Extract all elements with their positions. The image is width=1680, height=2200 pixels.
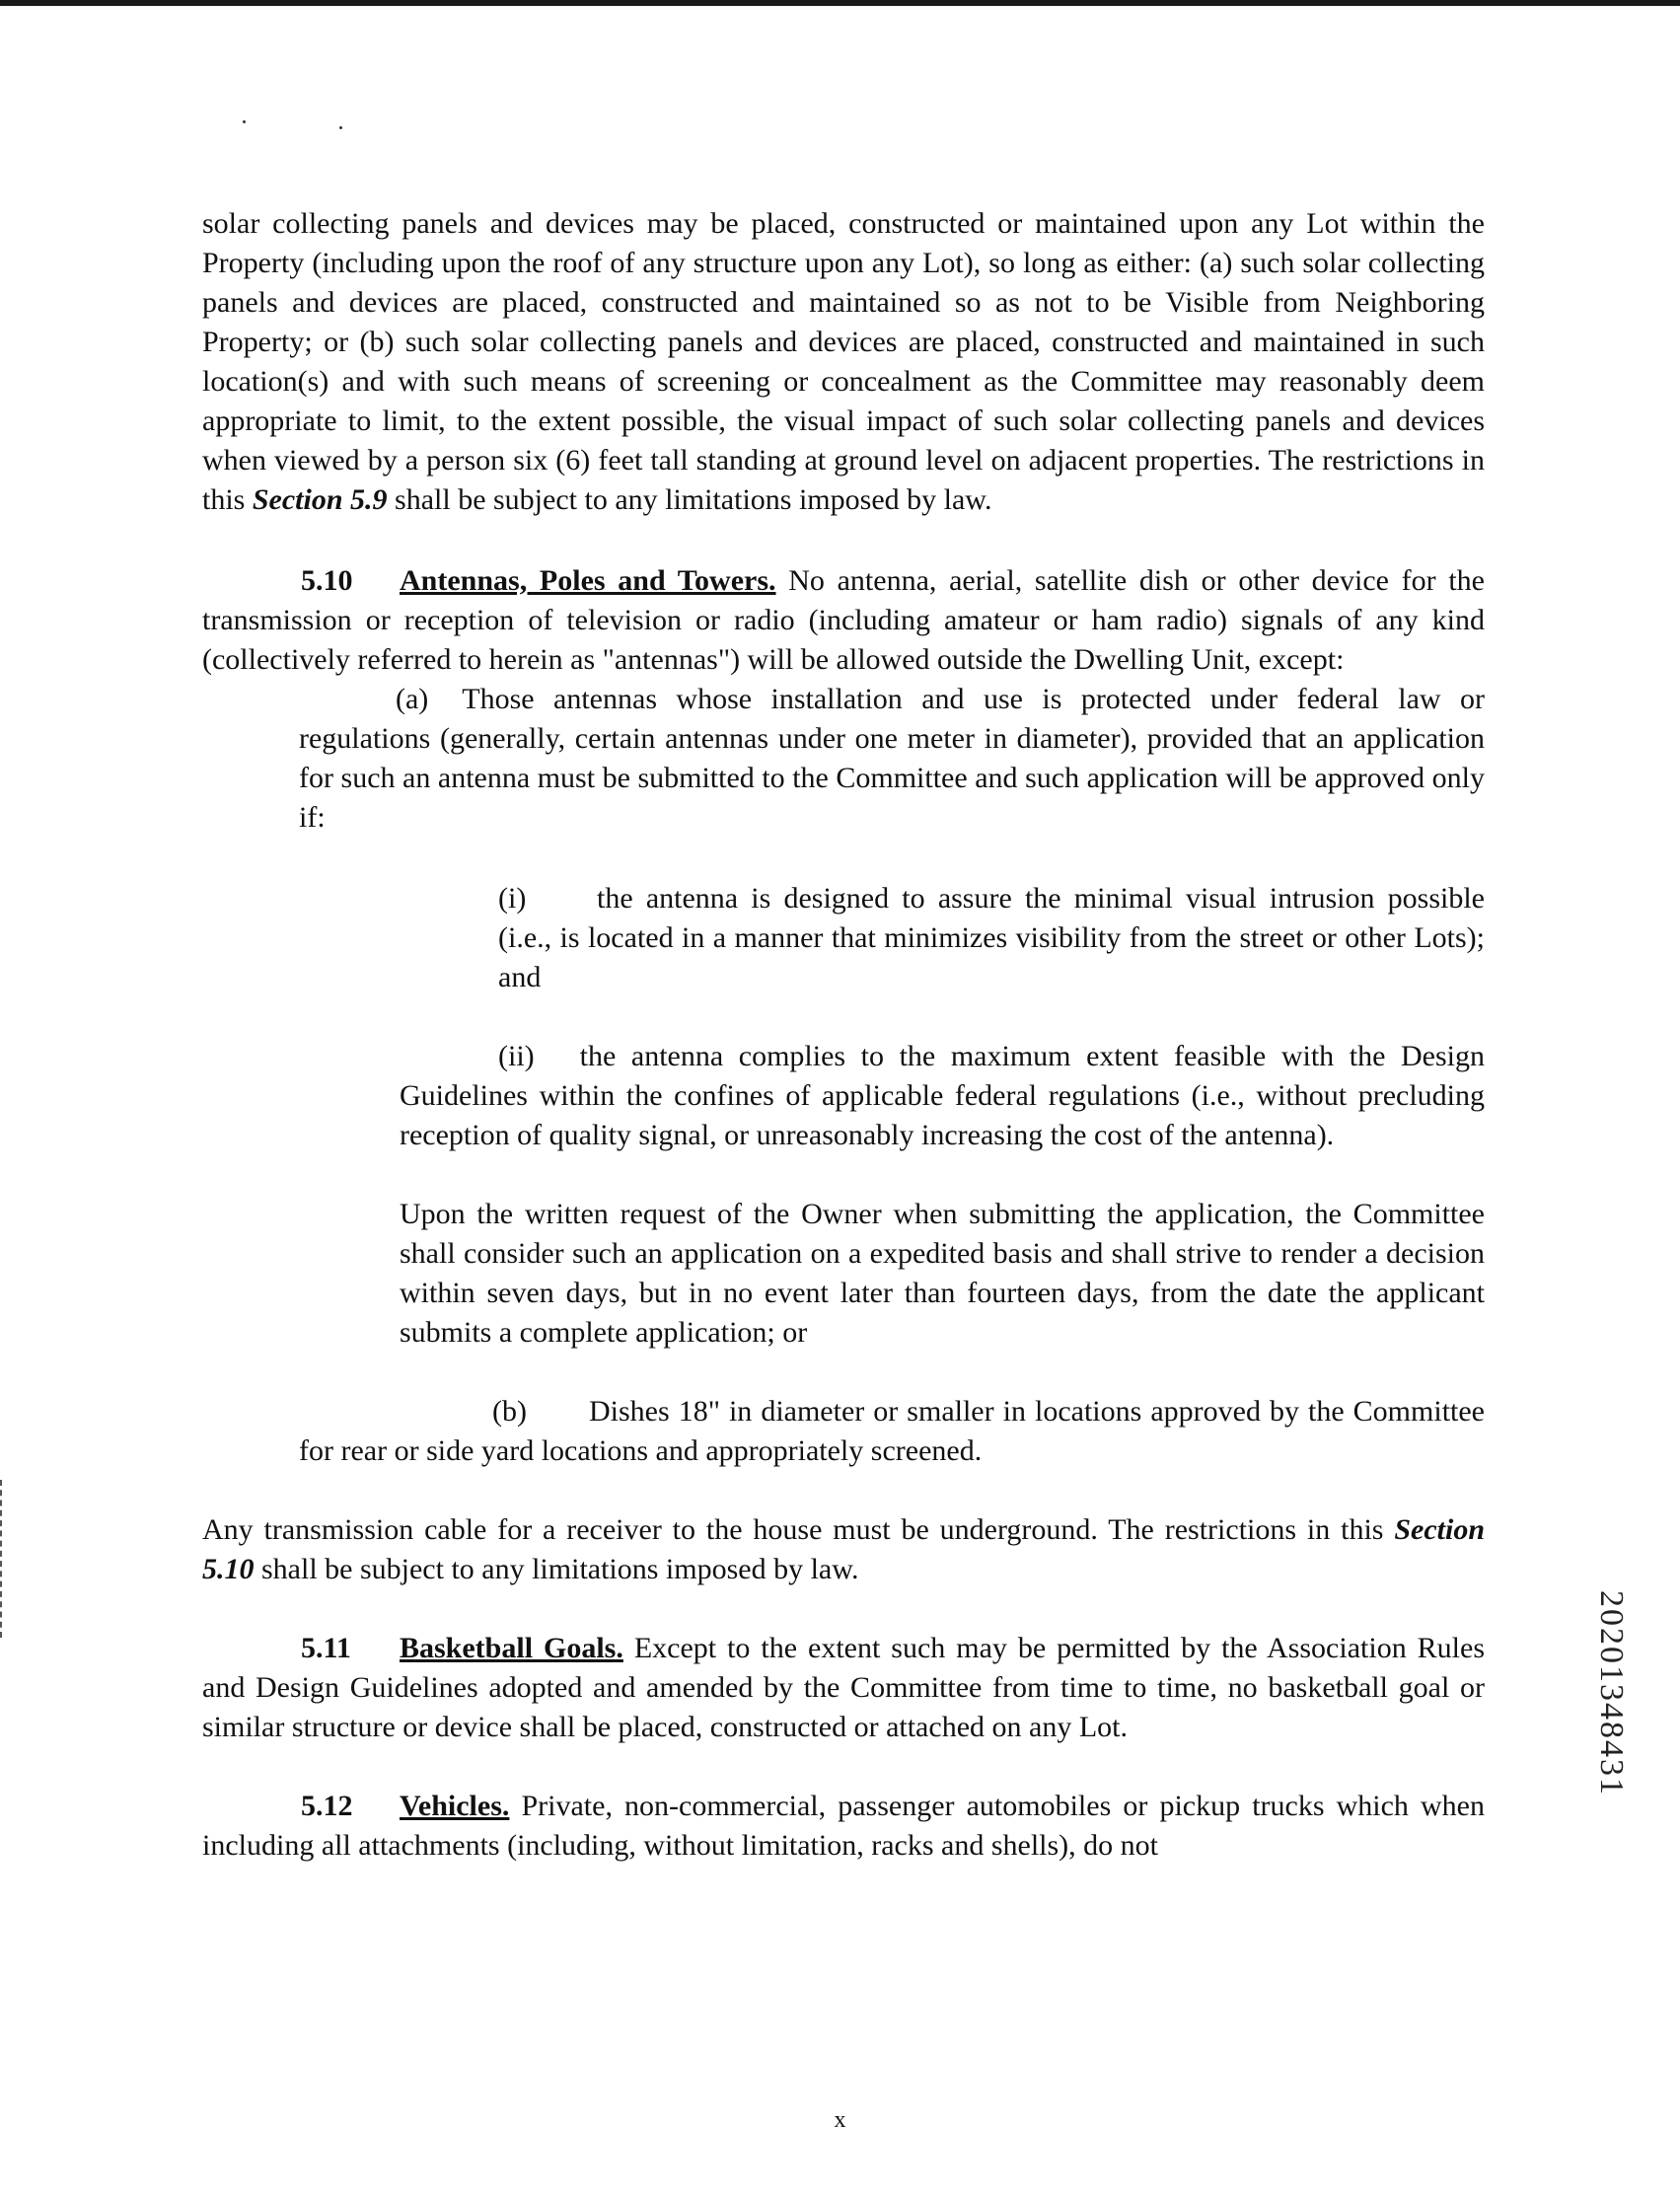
subsection-label: (ii) — [498, 1040, 535, 1072]
subsection-label: (a) — [396, 683, 429, 715]
section-reference: Section 5.9 — [252, 483, 388, 516]
subsection-i — [202, 879, 1485, 997]
subsection-text: Those antennas whose installation and use is protected under federal law or regulations (generally, certain antennas under one meter in diameter), provided that an application for such an antenna must be submitted to the Committee and such application will be approved only if: — [299, 683, 1485, 834]
section-5-11 — [202, 1629, 1485, 1747]
paragraph-transmission-end: shall be subject to any limitations imposed by law. — [254, 1553, 859, 1585]
paragraph-solar-end: shall be subject to any limitations imposed by law. — [387, 483, 992, 516]
paragraph-solar-text: solar collecting panels and devices may be placed, constructed or maintained upon any Lot within the Property (including upon the roof of any structure upon any Lot), so long as either: (a) such solar collecting panels and devices are placed, constructed and maintained so as not to be Visible from Neighboring Property; or (b) such solar collecting panels and devices are placed, constructed and maintained in such location(s) and with such means of screening or concealment as the Committee may reasonably deem appropriate to limit, to the extent possible, the visual impact of such solar collecting panels and devices when viewed by a person six (6) feet tall standing at ground level on adjacent properties. The restrictions in this — [202, 207, 1485, 516]
section-number: 5.12 — [301, 1790, 353, 1822]
paragraph-upon-request: Upon the written request of the Owner when submitting the application, the Committee shall consider such an application on a expedited basis and shall strive to render a decision within seven days, but in no event later than fourteen days, from the date the applicant submits a complete application; or — [400, 1198, 1485, 1349]
paragraph-transmission — [202, 1510, 1485, 1589]
subsection-ii — [202, 1037, 1485, 1155]
paragraph-solar — [202, 204, 1485, 520]
subsection-text: the antenna is designed to assure the minimal visual intrusion possible (i.e., is located in a manner that minimizes visibility from the street or other Lots); and — [498, 882, 1485, 993]
section-body: Except to the extent such may be permitted by the Association Rules and Design Guidelines adopted and amended by the Committee from time to time, no basketball goal or similar structure or device shall be placed, constructed or attached on any Lot. — [202, 1632, 1486, 1743]
document-page — [202, 204, 1485, 1866]
subsection-text: the antenna complies to the maximum extent feasible with the Design Guidelines within the confines of applicable federal regulations (i.e., without precluding reception of quality signal, or unreasonably increasing the cost of the antenna). — [400, 1040, 1485, 1151]
section-number: 5.10 — [301, 564, 353, 597]
scan-top-border — [0, 0, 1680, 6]
recording-number-stamp: 20201348431 — [1593, 1590, 1630, 1797]
section-title: Antennas, Poles and Towers. — [400, 564, 776, 597]
section-number: 5.11 — [301, 1632, 351, 1664]
subsection-b — [202, 1392, 1485, 1471]
section-5-12 — [202, 1787, 1485, 1866]
subsection-text: Dishes 18" in diameter or smaller in locations approved by the Committee for rear or side yard locations and appropriately screened. — [299, 1395, 1485, 1467]
subsection-a — [202, 680, 1485, 838]
scan-speck — [339, 126, 342, 129]
subsection-label: (i) — [498, 882, 527, 915]
section-body: No antenna, aerial, satellite dish or other device for the transmission or reception of television or radio (including amateur or ham radio) signals of any kind (collectively referred to herein as "antennas") will be allowed outside the Dwelling Unit, except: — [202, 564, 1485, 676]
paragraph-transmission-text: Any transmission cable for a receiver to the house must be underground. The restrictions in this — [202, 1513, 1395, 1546]
subsection-label: (b) — [492, 1395, 527, 1428]
scan-speck — [243, 120, 246, 123]
section-title: Basketball Goals. — [400, 1632, 623, 1664]
section-body: Private, non-commercial, passenger automobiles or pickup trucks which when including all attachments (including, without limitation, racks and shells), do not — [202, 1790, 1485, 1862]
scan-margin-mark — [0, 1480, 5, 1638]
page-number: x — [834, 2107, 846, 2133]
section-title: Vehicles. — [400, 1790, 510, 1822]
section-reference: Section 5.10 — [202, 1513, 1485, 1585]
section-5-10 — [202, 561, 1485, 680]
